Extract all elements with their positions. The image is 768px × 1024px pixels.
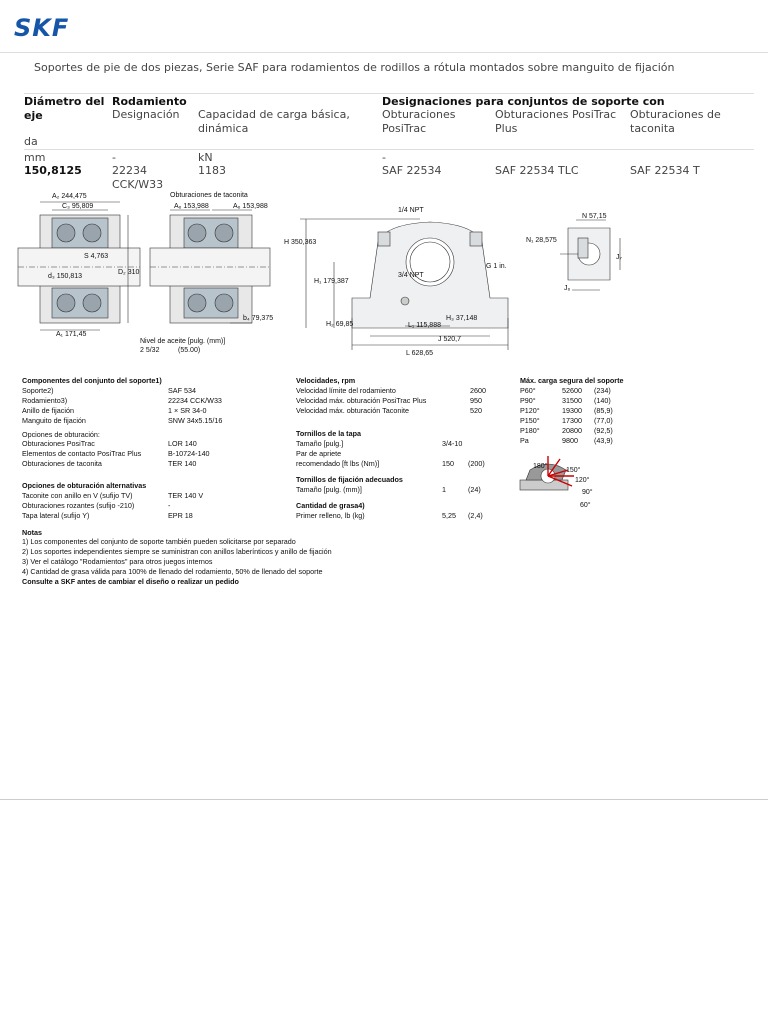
header-taconita: Obturaciones de taconita [630,108,721,135]
side-detail-view [560,220,620,290]
table-top-divider [24,93,754,94]
label-a6-left: A₆ 153,988 [174,203,209,210]
note-item: 2) Los soportes independientes siempre se suministran con anillos laberínticos y anillo de fijación [22,547,332,556]
component-value: 1 × SR 34-0 [168,406,207,415]
cap-bolt-key: Par de apriete [296,449,342,458]
grease-value-metric: (2,4) [468,511,483,520]
label-b4: b₄ 79,375 [243,315,274,322]
alt-seal-value: TER 140 V [168,491,204,500]
component-value: SAF 534 [168,386,196,395]
load-key: P60° [520,386,536,395]
load-value-metric: (77,0) [594,416,613,425]
alt-seal-key: Obturaciones rozantes (sufijo -210) [22,501,135,510]
speed-key: Velocidad máx. obturación PosiTrac Plus [296,396,427,405]
label-angle-120: 120° [575,477,590,484]
fixing-bolt-value: 1 [442,485,446,494]
speed-value: 950 [470,396,482,405]
intro-text: Soportes de pie de dos piezas, Serie SAF para rodamientos de rodillos a rótula montados sobre manguito de fijación [34,61,675,74]
cap-bolt-value-metric: (200) [468,459,485,468]
fixing-bolt-key: Tamaño [pulg. (mm)] [296,485,362,494]
load-value-metric: (140) [594,396,611,405]
label-l1: L₁ 115,888 [408,322,441,329]
load-value-metric: (234) [594,386,611,395]
alt-seal-key: Tapa lateral (sufijo Y) [22,511,90,520]
component-key: Anillo de fijación [22,406,74,415]
unit-mm: mm [24,151,46,164]
load-key: P120° [520,406,540,415]
component-key: Rodamiento3) [22,396,68,405]
cap-bolts-title: Tornillos de la tapa [296,429,361,438]
skf-logo: SKF [14,14,70,42]
label-npt-14: 1/4 NPT [398,207,424,214]
units-divider [24,149,754,150]
cap-bolt-value: 3/4-10 [442,439,463,448]
label-angle-180: 180° [533,463,548,470]
speed-value: 2600 [470,386,486,395]
alt-seal-value: EPR 18 [168,511,193,520]
header-diametro: Diámetro del [24,95,105,108]
notes-title: Notas [22,528,42,537]
speed-value: 520 [470,406,482,415]
unit-kn: kN [198,151,213,164]
note-item: 4) Cantidad de grasa válida para 100% de llenado del rodamiento, 50% de llenado del soporte [22,567,323,576]
alt-seal-title: Opciones de obturación alternativas [22,481,147,490]
load-key: P90° [520,396,536,405]
label-angle-90: 90° [582,489,593,496]
label-angle-60: 60° [580,502,591,509]
seal-option-value: B-10724-140 [168,449,210,458]
label-a6-right: A₆ 153,988 [233,203,268,210]
section-view-2 [150,210,270,323]
header-positrac-plus: Obturaciones PosiTrac Plus [495,108,617,135]
seal-option-key: Obturaciones de taconita [22,459,102,468]
note-item: 3) Ver el catálogo "Rodamientos" para otros juegos internos [22,557,213,566]
label-a2: A₂ 244,475 [52,193,87,200]
note-item: 1) Los componentes del conjunto de soporte también pueden solicitarse por separado [22,537,296,546]
load-value-metric: (92,5) [594,426,613,435]
value-taconita: SAF 22534 T [630,164,700,177]
header-rodamiento: Rodamiento [112,95,187,108]
label-g: G 1 in. [486,263,507,270]
speed-key: Velocidad máx. obturación Taconite [296,406,409,415]
load-value: 20800 [562,426,582,435]
components-title: Componentes del conjunto del soporte1) [22,376,162,385]
seal-option-value: TER 140 [168,459,197,468]
value-designacion: 22234 CCK/W33 [112,164,164,191]
label-d2: D₂ 310 [118,269,140,276]
value-capacidad: 1183 [198,164,226,177]
section-view-1 [18,202,140,330]
load-value: 52600 [562,386,582,395]
loads-title: Máx. carga segura del soporte [520,376,624,385]
load-value: 17300 [562,416,582,425]
header-positrac: Obturaciones PosiTrac [382,108,456,135]
cap-bolt-value: 150 [442,459,454,468]
load-value: 19300 [562,406,582,415]
component-value: SNW 34x5.15/16 [168,416,223,425]
label-angle-150: 150° [566,467,581,474]
grease-title: Cantidad de grasa4) [296,501,365,510]
seal-option-value: LOR 140 [168,439,197,448]
label-j7: J₇ [616,254,622,261]
fixing-bolt-value-metric: (24) [468,485,481,494]
header-eje: eje [24,109,43,122]
load-value-metric: (85,9) [594,406,613,415]
load-value-metric: (43,9) [594,436,613,445]
speeds-title: Velocidades, rpm [296,376,356,385]
load-value: 31500 [562,396,582,405]
load-key: Pa [520,436,529,445]
component-key: Soporte2) [22,386,54,395]
speed-key: Velocidad límite del rodamiento [296,386,396,395]
seal-option-key: Obturaciones PosiTrac [22,439,95,448]
label-j: J 520,7 [438,336,461,343]
component-value: 22234 CCK/W33 [168,396,222,405]
label-a1: A₁ 171,45 [56,331,87,338]
label-s: S 4,763 [84,253,109,260]
component-key: Manguito de fijación [22,416,86,425]
label-npt-34: 3/4 NPT [398,272,424,279]
label-n: N 57,15 [582,213,607,220]
label-l: L 628,65 [406,350,433,357]
seal-options-title: Opciones de obturación: [22,430,100,439]
label-d3: d₃ 150,813 [48,273,82,280]
cap-bolt-key: recomendado [ft lbs (Nm)] [296,459,380,468]
alt-seal-value: - [168,501,171,510]
label-j6: J₆ [564,285,571,292]
label-h2: H₂ 69,85 [326,321,354,328]
header-capacidad: Capacidad de carga básica, dinámica [198,108,350,135]
notes-footer: Consulte a SKF antes de cambiar el diseño o realizar un pedido [22,577,239,586]
header-divider [0,52,768,53]
label-nivel-aceite: Nivel de aceite [pulg. (mm)] [140,338,226,345]
label-nivel-pulg: 2 5/32 [140,347,160,354]
label-nivel-mm: (55.00) [178,347,201,354]
label-c3: C₃ 95,809 [62,203,94,210]
value-diametro: 150,8125 [24,164,82,177]
unit-dash-2: - [382,151,386,164]
cap-bolt-key: Tamaño [pulg.] [296,439,344,448]
alt-seal-key: Taconite con anillo en V (sufijo TV) [22,491,133,500]
value-positrac-plus: SAF 22534 TLC [495,164,579,177]
label-h: H 350,363 [284,239,317,246]
seal-option-key: Elementos de contacto PosiTrac Plus [22,449,142,458]
label-h1: H₁ 179,387 [314,278,349,285]
load-key: P180° [520,426,540,435]
symbol-da: da [24,135,38,148]
header-designaciones: Designaciones para conjuntos de soporte con [382,95,665,108]
value-positrac: SAF 22534 [382,164,442,177]
load-value: 9800 [562,436,578,445]
label-obturaciones-taconita: Obturaciones de taconita [170,192,248,199]
unit-dash: - [112,151,116,164]
label-n1: N₁ 28,575 [526,237,557,244]
grease-key: Primer relleno, lb (kg) [296,511,365,520]
label-h3: H₃ 37,148 [446,315,478,322]
load-key: P150° [520,416,540,425]
header-designacion: Designación [112,108,180,121]
grease-value: 5,25 [442,511,456,520]
fixing-bolts-title: Tornillos de fijación adecuados [296,475,403,484]
